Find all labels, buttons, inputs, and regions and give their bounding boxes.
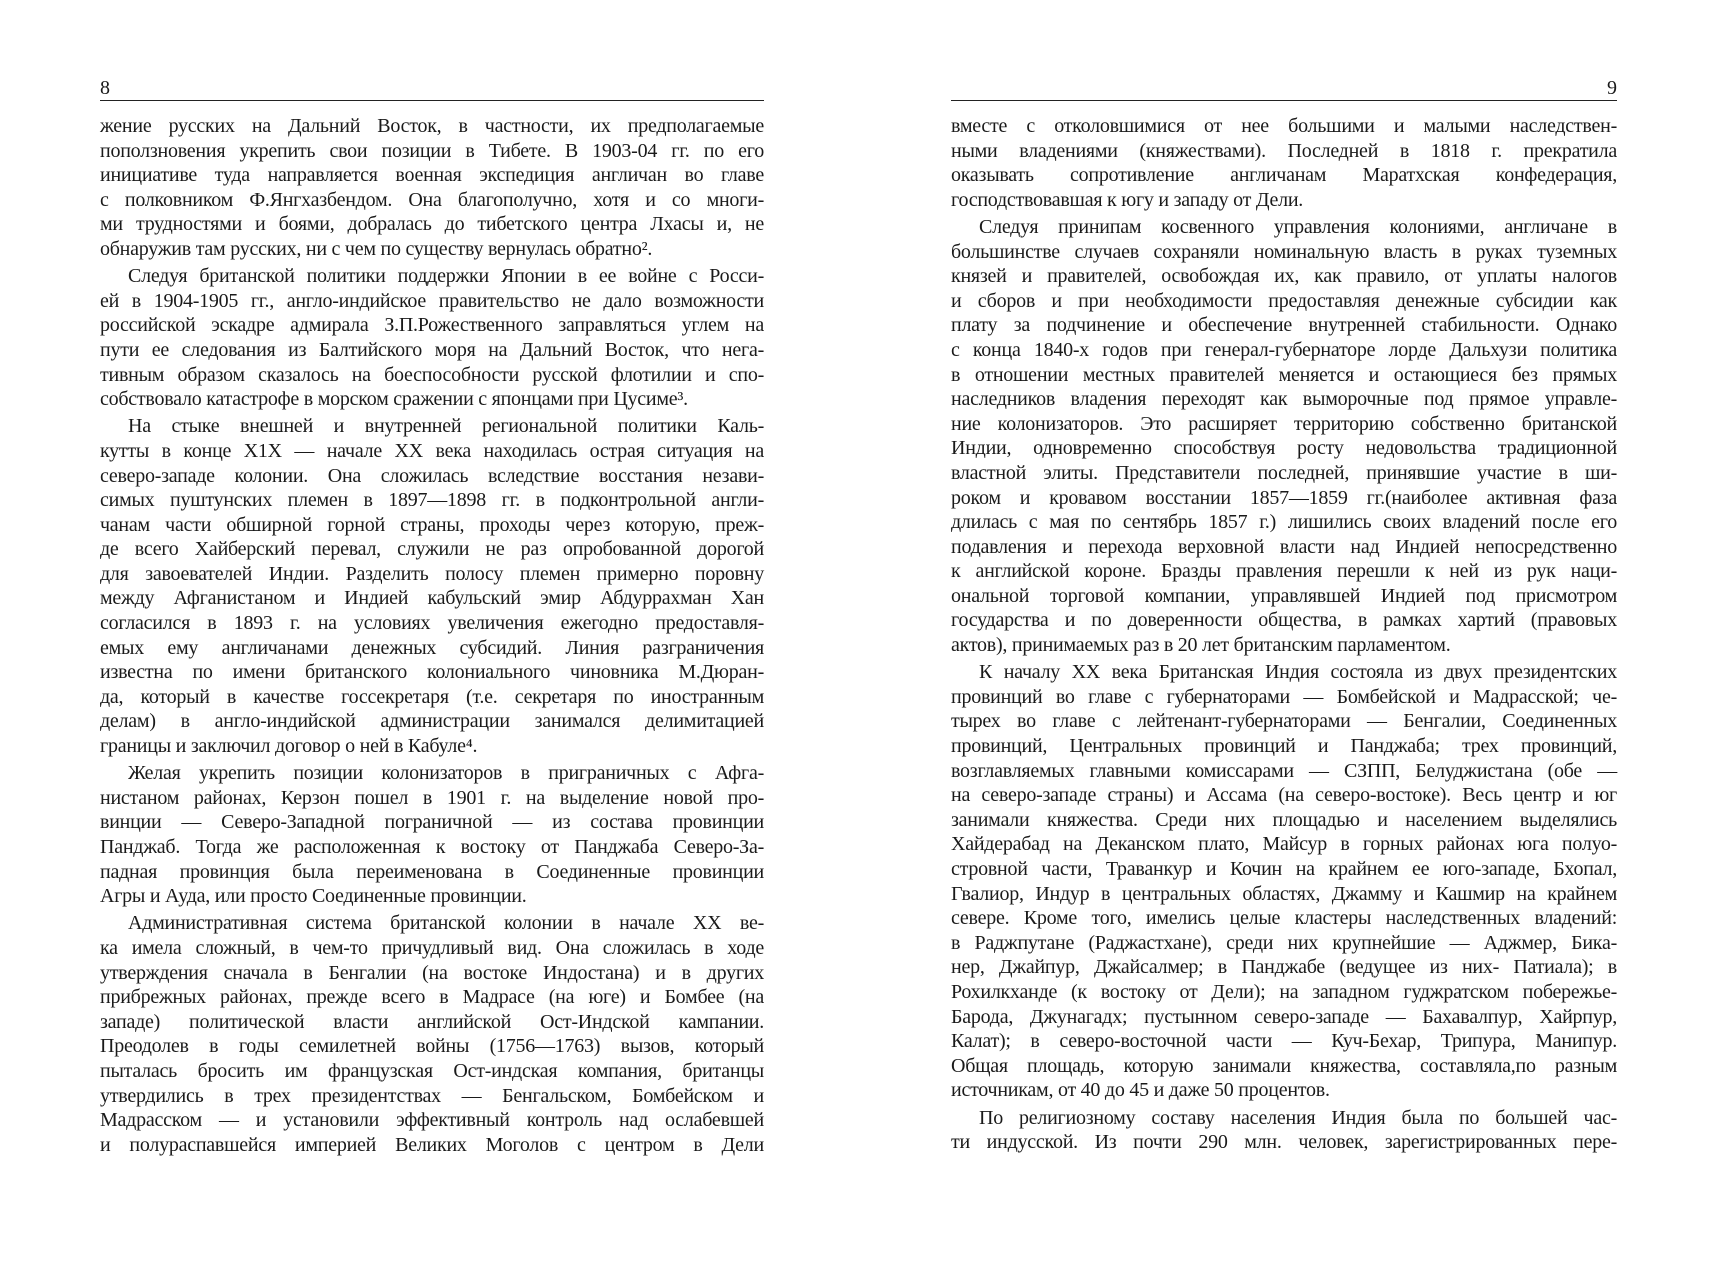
page-header: [951, 76, 1617, 101]
text-line: симых пуштунских племен в 1897—1898 гг. в подконтрольной англи-: [100, 489, 764, 512]
text-line: ти индусской. Из почти 290 млн. человек, зарегистрированных пере-: [951, 1131, 1617, 1154]
left-page: [100, 76, 764, 1160]
text-line: известна по имени британского колониального чиновника М.Дюран-: [100, 661, 764, 684]
text-line: большинстве случаев сохраняли номинальную власть в руках туземных: [951, 240, 1617, 263]
text-line: пыталась бросить им французская Ост-индская компания, британцы: [100, 1059, 764, 1082]
text-line: господствовавшая к югу и западу от Дели.: [951, 188, 1304, 211]
text-line: инициативе туда направляется военная экспедиция англичан во главе: [100, 164, 764, 187]
text-line: де всего Хайберский перевал, служили не раз опробованной дорогой: [100, 538, 764, 561]
paragraph: [100, 911, 764, 1157]
text-line: актов), принимаемых раз в 20 лет британским парламентом.: [951, 634, 1451, 657]
text-line: жение русских на Дальний Восток, в частности, их предполагаемые: [100, 115, 764, 137]
text-line: Гвалиор, Индур в центральных областях, Джамму и Кашмир на крайнем: [951, 882, 1617, 905]
text-line: возглавляемых главными комиссарами — СЗПП, Белуджистана (обе —: [951, 759, 1617, 782]
text-line: Общая площадь, которую занимали княжества, составляла,по разным: [951, 1054, 1617, 1077]
text-line: для завоевателей Индии. Разделить полосу племен примерно поровну: [100, 562, 764, 585]
text-line: наследников владения переходят как выморочные под прямое управле-: [951, 388, 1617, 411]
text-line: вместе с отколовшимися от нее большими и малыми наследствен-: [951, 115, 1617, 137]
text-line: с полковником Ф.Янгхазбендом. Она благополучно, хотя и со многи-: [100, 188, 764, 211]
text-line: ными владениями (княжествами). Последней в 1818 г. прекратила: [951, 139, 1617, 162]
page-body: [951, 114, 1617, 1155]
page-header: [100, 76, 764, 101]
text-line: чанам части обширной горной страны, проходы через которую, преж-: [100, 513, 764, 536]
text-line: на северо-западе страны) и Ассама (на северо-востоке). Весь центр и юг: [951, 784, 1617, 807]
text-line: тивным образом сказалось на боеспособности русской флотилии и спо-: [100, 363, 764, 386]
text-line: Панджаб. Тогда же расположенная к востоку от Панджаба Северо-За-: [100, 836, 764, 858]
text-line: и сборов и при необходимости предоставляя денежные субсидии как: [951, 289, 1617, 312]
text-line: На стыке внешней и внутренней региональной политики Каль-: [128, 415, 764, 438]
page-number: 8: [100, 77, 110, 99]
text-line: западе) политической власти английской Ост-Индской кампании.: [100, 1010, 764, 1033]
paragraph: [100, 114, 764, 262]
text-line: в Раджпутане (Раджастхане), среди них крупнейшие — Аджмер, Бика-: [951, 931, 1617, 954]
text-line: емых ему англичанами денежных субсидий. Линия разграничения: [100, 636, 764, 659]
paragraph: [100, 761, 764, 909]
text-line: занимали княжества. Среди них площадью и населением выделялись: [951, 808, 1617, 831]
text-line: Желая укрепить позиции колонизаторов в приграничных с Афга-: [128, 762, 764, 785]
text-line: тырех во главе с лейтенант-губернаторами — Бенгалии, Соединенных: [951, 710, 1617, 733]
text-line: Барода, Джунагадх; пустынном северо-западе — Бахавалпур, Хайрпур,: [951, 1005, 1617, 1028]
text-line: Агры и Ауда, или просто Соединенные провинции.: [100, 885, 527, 908]
text-line: поползновения укрепить свои позиции в Тибете. В 1903-04 гг. по его: [100, 139, 764, 162]
paragraph: [951, 215, 1617, 658]
text-line: винции — Северо-Западной пограничной — из состава провинции: [100, 811, 764, 834]
text-line: кутты в конце Х1Х — начале ХХ века находилась острая ситуация на: [100, 439, 764, 462]
text-line: плату за подчинение и обеспечение внутренней стабильности. Однако: [951, 314, 1617, 337]
text-line: пути ее следования из Балтийского моря на Дальний Восток, что нега-: [100, 338, 764, 361]
text-line: оказывать сопротивление англичанам Маратхская конфедерация,: [951, 164, 1617, 187]
paragraph: [951, 660, 1617, 1103]
text-line: ние колонизаторов. Это расширяет территорию собственно британской: [951, 412, 1617, 435]
text-line: Хайдерабад на Деканском плато, Майсур в горных районах юга полуо-: [951, 833, 1617, 856]
text-line: К началу ХХ века Британская Индия состояла из двух президентских: [979, 661, 1617, 684]
text-line: севере. Кроме того, имелись целые кластеры наследственных владений:: [951, 907, 1617, 930]
text-line: собствовало катастрофе в морском сражении с японцами при Цусиме³.: [100, 388, 688, 411]
text-line: Административная система британской колонии в начале ХХ ве-: [128, 912, 764, 935]
text-line: Рохилкханде (к востоку от Дели); на западном гуджратском побережье-: [951, 980, 1617, 1003]
text-line: границы и заключил договор о ней в Кабуле⁴.: [100, 735, 478, 758]
text-line: обнаружив там русских, ни с чем по существу вернулась обратно².: [100, 237, 653, 260]
page-body: [100, 114, 764, 1157]
text-line: По религиозному составу населения Индия была по большей час-: [979, 1106, 1617, 1129]
text-line: с конца 1840-х годов при генерал-губернаторе лорде Дальхузи политика: [951, 338, 1617, 361]
text-line: ональной торговой компании, управлявшей Индией под присмотром: [951, 584, 1617, 607]
right-page: [951, 76, 1617, 1157]
text-line: подавления и перехода верховной власти над Индией непосредственно: [951, 535, 1617, 558]
paragraph: [100, 264, 764, 412]
text-line: Калат); в северо-восточной части — Куч-Бехар, Трипура, Манипур.: [951, 1030, 1617, 1053]
text-line: в отношении местных правителей меняется и остающиеся без прямых: [951, 363, 1617, 386]
text-line: роком и кровавом восстании 1857—1859 гг.(наиболее активная фаза: [951, 486, 1617, 509]
paragraph: [951, 114, 1617, 212]
text-line: утверждения сначала в Бенгалии (на востоке Индостана) и в других: [100, 961, 764, 984]
text-line: нистаном районах, Керзон пошел в 1901 г. на выделение новой про-: [100, 786, 764, 809]
text-line: да, который в качестве госсекретаря (т.е. секретаря по иностранным: [100, 685, 764, 708]
text-line: Мадрасском — и установили эффективный контроль над ослабевшей: [100, 1109, 764, 1132]
text-line: к английской короне. Бразды правления перешли к ней из рук наци-: [951, 560, 1617, 583]
text-line: Индии, одновременно способствуя росту недовольства традиционной: [951, 437, 1617, 460]
text-line: провинций во главе с губернаторами — Бомбейской и Мадрасской; че-: [951, 685, 1617, 708]
text-line: прибрежных районах, прежде всего в Мадрасе (на юге) и Бомбее (на: [100, 986, 764, 1009]
text-line: утвердились в трех президентствах — Бенгальском, Бомбейском и: [100, 1084, 764, 1107]
text-line: князей и правителей, освобождая их, как правило, от уплаты налогов: [951, 265, 1617, 288]
text-line: длилась с мая по сентябрь 1857 г.) лишились своих владений после его: [951, 511, 1617, 534]
text-line: российской эскадре адмирала З.П.Рожественного заправляться углем на: [100, 314, 764, 337]
text-line: провинций, Центральных провинций и Панджаба; трех провинций,: [951, 735, 1617, 758]
text-line: Преодолев в годы семилетней войны (1756—1763) вызов, который: [100, 1035, 764, 1058]
paragraph: [951, 1106, 1617, 1155]
text-line: стровной части, Траванкур и Кочин на крайнем ее юго-западе, Бхопал,: [951, 858, 1617, 880]
page-number: 9: [1607, 77, 1617, 99]
text-line: властной элиты. Представители последней, принявшие участие в ши-: [951, 461, 1617, 484]
text-line: согласился в 1893 г. на условиях увеличения ежегодно предоставля-: [100, 612, 764, 635]
text-line: ей в 1904-1905 гг., англо-индийское правительство не дало возможности: [100, 289, 764, 312]
text-line: делам) в англо-индийской администрации занимался делимитацией: [100, 710, 764, 733]
text-line: Следуя британской политики поддержки Японии в ее войне с Росси-: [128, 265, 764, 288]
text-line: ка имела сложный, в чем-то причудливый вид. Она сложилась в ходе: [100, 936, 764, 959]
text-line: и полураспавшейся империей Великих Моголов с центром в Дели: [100, 1133, 764, 1156]
text-line: источникам, от 40 до 45 и даже 50 процентов.: [951, 1079, 1330, 1102]
text-line: Следуя принипам косвенного управления колониями, англичане в: [979, 215, 1617, 238]
text-line: между Афганистаном и Индией кабульский эмир Абдуррахман Хан: [100, 587, 764, 610]
paragraph: [100, 414, 764, 758]
text-line: северо-западе колонии. Она сложилась вследствие восстания незави-: [100, 464, 764, 487]
text-line: падная провинция была переименована в Соединенные провинции: [100, 860, 764, 883]
text-line: ми трудностями и боями, добралась до тибетского центра Лхасы и, не: [100, 213, 764, 236]
text-line: нер, Джайпур, Джайсалмер; в Панджабе (ведущее из них- Патиала); в: [951, 956, 1617, 979]
text-line: государства и по доверенности общества, в рамках хартий (правовых: [951, 609, 1617, 632]
